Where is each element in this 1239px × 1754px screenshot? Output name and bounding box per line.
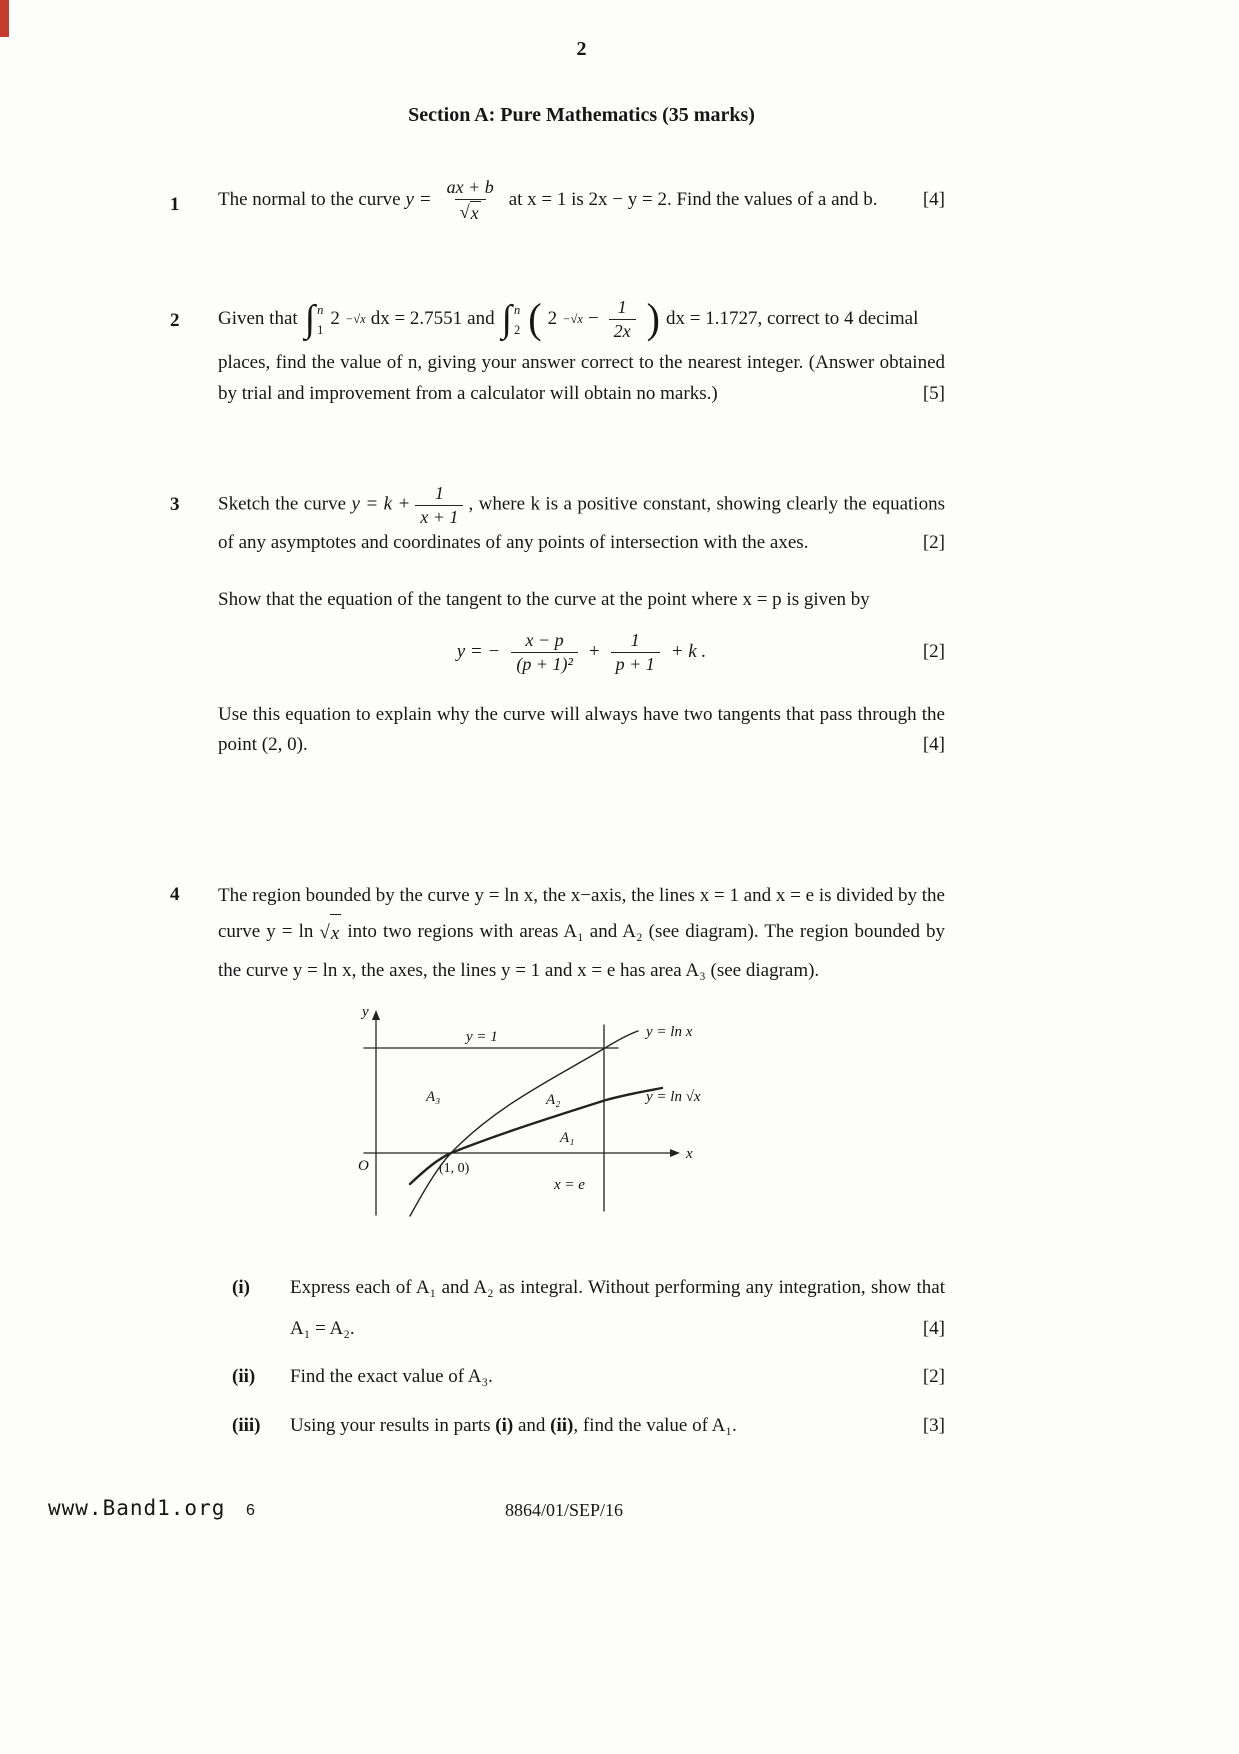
footer-paper-code: 8864/01/SEP/16	[505, 1500, 624, 1520]
q3-eq2-tail: + k .	[670, 641, 707, 663]
question-1-number: 1	[170, 194, 180, 215]
part-iii-text-3: , find the value of A₁.	[573, 1415, 737, 1437]
question-3-number: 3	[170, 494, 180, 515]
ln-sqrt-x-label: y = ln √x	[646, 1089, 701, 1106]
part-i-marks: [4]	[922, 1317, 945, 1339]
q2-fraction-numerator: 1	[617, 297, 627, 317]
x-axis-arrow	[670, 1149, 680, 1157]
graph-svg	[346, 1003, 756, 1235]
upper-limit: n	[514, 303, 521, 318]
question-4-number: 4	[170, 884, 180, 905]
area-2-label: A₂	[546, 1092, 561, 1109]
part-i-text: Express each of A₁ and A₂ as integral. Without performing any integration, show that A₁ = A₂.	[290, 1276, 945, 1339]
lower-limit: 2	[514, 323, 521, 338]
q3-p3-text: Use this equation to explain why the curve will always have two tangents that pass through the point (2, 0).	[218, 703, 945, 755]
q3-frac1-numerator: 1	[434, 483, 444, 503]
question-4-intro	[218, 878, 945, 989]
part-i	[232, 1268, 945, 1350]
point-1-0-label: (1, 0)	[439, 1161, 470, 1177]
q3-eq2-lhs: y = −	[456, 641, 501, 663]
part-iii	[232, 1406, 945, 1447]
q2-integral-1-limits	[317, 298, 323, 340]
q4-sqrt-x	[319, 914, 341, 952]
q1-lead: The normal to the curve	[218, 188, 401, 210]
question-3-display-equation	[218, 629, 945, 675]
part-iii-marks: [3]	[922, 1415, 945, 1437]
upper-limit: n	[317, 303, 324, 318]
sqrt-sign: √	[459, 201, 470, 222]
part-ii	[232, 1357, 945, 1398]
q2-fraction-denominator: 2x	[609, 319, 636, 343]
question-3-part-c	[218, 700, 945, 761]
q3-eq1-lhs: y = k +	[351, 493, 411, 515]
part-ii-label: (ii)	[232, 1366, 256, 1388]
q2-integral-2-result: dx = 1.1727, correct to 4 decimal	[666, 307, 919, 329]
y-axis-label: y	[362, 1004, 369, 1021]
y-equals-1-label: y = 1	[466, 1029, 498, 1046]
footer-website: www.Band1.org	[48, 1496, 226, 1520]
ln-x-label: y = ln x	[646, 1024, 693, 1041]
x-equals-e-label: x = e	[554, 1177, 585, 1194]
q2-cont-text: places, find the value of n, giving your answer correct to the nearest integer. (Answer obtained by trial and improvement from a calculator will obtain no marks.)	[218, 352, 945, 404]
part-ii-text: Find the exact value of A₃.	[290, 1366, 493, 1388]
origin-label: O	[358, 1158, 369, 1175]
q3-p2-text: Show that the equation of the tangent to the curve at the point where x = p is given by	[218, 588, 870, 610]
y-axis-arrow	[372, 1010, 380, 1020]
q4-text-a: The region bounded by the curve y = ln x, the x−axis, the lines x = 1 and x = e is divided by the curve y = ln	[218, 885, 945, 943]
question-2-number: 2	[170, 310, 180, 331]
q1-fraction-denominator	[455, 199, 486, 225]
q2-exponent-1: −√x	[344, 312, 366, 327]
q4-text-b: into two regions with areas A₁ and A₂ (see diagram). The region bounded by the curve y = ln x, the axes, the lines y = 1 and x = e has area A₃ (see diagram).	[218, 921, 945, 981]
q3-lead: Sketch the curve	[218, 493, 352, 515]
question-3	[170, 482, 945, 760]
q3-frac2-numerator: x − p	[525, 630, 564, 651]
integral-sign: ∫	[501, 298, 513, 341]
q2-integral-1-result: dx = 2.7551	[370, 307, 463, 329]
q2-fraction	[609, 296, 636, 342]
q3-frac3-numerator: 1	[630, 630, 640, 651]
q3-marks-3: [4]	[922, 733, 945, 755]
q2-exponent-2: −√x	[562, 312, 583, 327]
question-2	[170, 296, 945, 409]
q2-integral-2	[502, 298, 521, 340]
q3-fraction-2	[511, 629, 578, 675]
part-i-text-wrap	[290, 1268, 945, 1350]
q2-minus: −	[587, 307, 599, 329]
q1-mid-text: at x = 1 is 2x − y = 2. Find the values of a and b.	[508, 188, 878, 210]
question-3-tangent-intro	[218, 585, 945, 615]
q3-fraction-1	[415, 482, 463, 528]
sqrt-sign: √	[319, 922, 330, 944]
q1-fraction	[442, 176, 499, 224]
q3-cont-text: , where k is a positive constant, showing clearly the equations of any asymptotes and coordinates of any points of intersection with the axes.	[218, 493, 945, 554]
question-4-parts	[218, 1268, 945, 1447]
q1-equation-lhs: y =	[405, 188, 432, 210]
part-iii-bold-i: (i)	[495, 1415, 514, 1437]
left-paren: (	[528, 295, 542, 343]
question-1	[170, 176, 945, 224]
q2-base-2: 2	[547, 307, 558, 329]
q3-frac1-denominator: x + 1	[415, 505, 463, 529]
q1-radicand: x	[470, 202, 479, 223]
q2-base-1: 2	[330, 307, 340, 329]
part-iii-text-wrap	[290, 1406, 945, 1447]
right-paren: )	[646, 295, 660, 343]
question-4	[170, 878, 945, 1455]
area-1-label: A₁	[560, 1130, 575, 1147]
q1-fraction-numerator: ax + b	[446, 177, 494, 197]
question-2-continuation	[218, 348, 945, 409]
question-3-part-a	[218, 482, 945, 559]
question-2-math-line	[218, 296, 945, 342]
footer-page-number: 6	[246, 1502, 255, 1519]
q3-marks-2: [2]	[922, 641, 945, 663]
part-i-label: (i)	[232, 1276, 250, 1298]
q2-integral-1	[305, 298, 324, 340]
part-ii-marks: [2]	[922, 1366, 945, 1388]
q3-frac3-denominator: p + 1	[611, 652, 660, 676]
part-ii-text-wrap	[290, 1357, 945, 1398]
lower-limit: 1	[317, 323, 324, 338]
question-1-text	[218, 176, 945, 224]
page-number: 2	[576, 38, 587, 60]
section-title: Section A: Pure Mathematics (35 marks)	[408, 104, 755, 126]
part-iii-bold-ii: (ii)	[550, 1415, 574, 1437]
scan-artifact	[0, 0, 9, 37]
x-axis-label: x	[686, 1146, 693, 1163]
q2-conjunction: and	[467, 307, 495, 329]
q1-marks: [4]	[922, 188, 945, 210]
part-iii-label: (iii)	[232, 1415, 261, 1437]
integral-sign: ∫	[304, 298, 316, 341]
part-iii-text-1: Using your results in parts	[290, 1415, 496, 1437]
q2-integral-2-limits	[514, 298, 520, 340]
q2-lead: Given that	[218, 307, 298, 329]
q3-frac2-denominator: (p + 1)²	[511, 652, 578, 676]
q3-marks-1: [2]	[922, 532, 945, 554]
q4-radicand: x	[330, 914, 341, 952]
q3-fraction-3	[611, 629, 660, 675]
area-3-label: A₃	[426, 1089, 441, 1106]
q3-plus-sign: +	[588, 641, 600, 663]
q2-marks: [5]	[922, 382, 945, 404]
question-4-diagram	[346, 1003, 945, 1245]
part-iii-text-2: and	[513, 1415, 551, 1437]
